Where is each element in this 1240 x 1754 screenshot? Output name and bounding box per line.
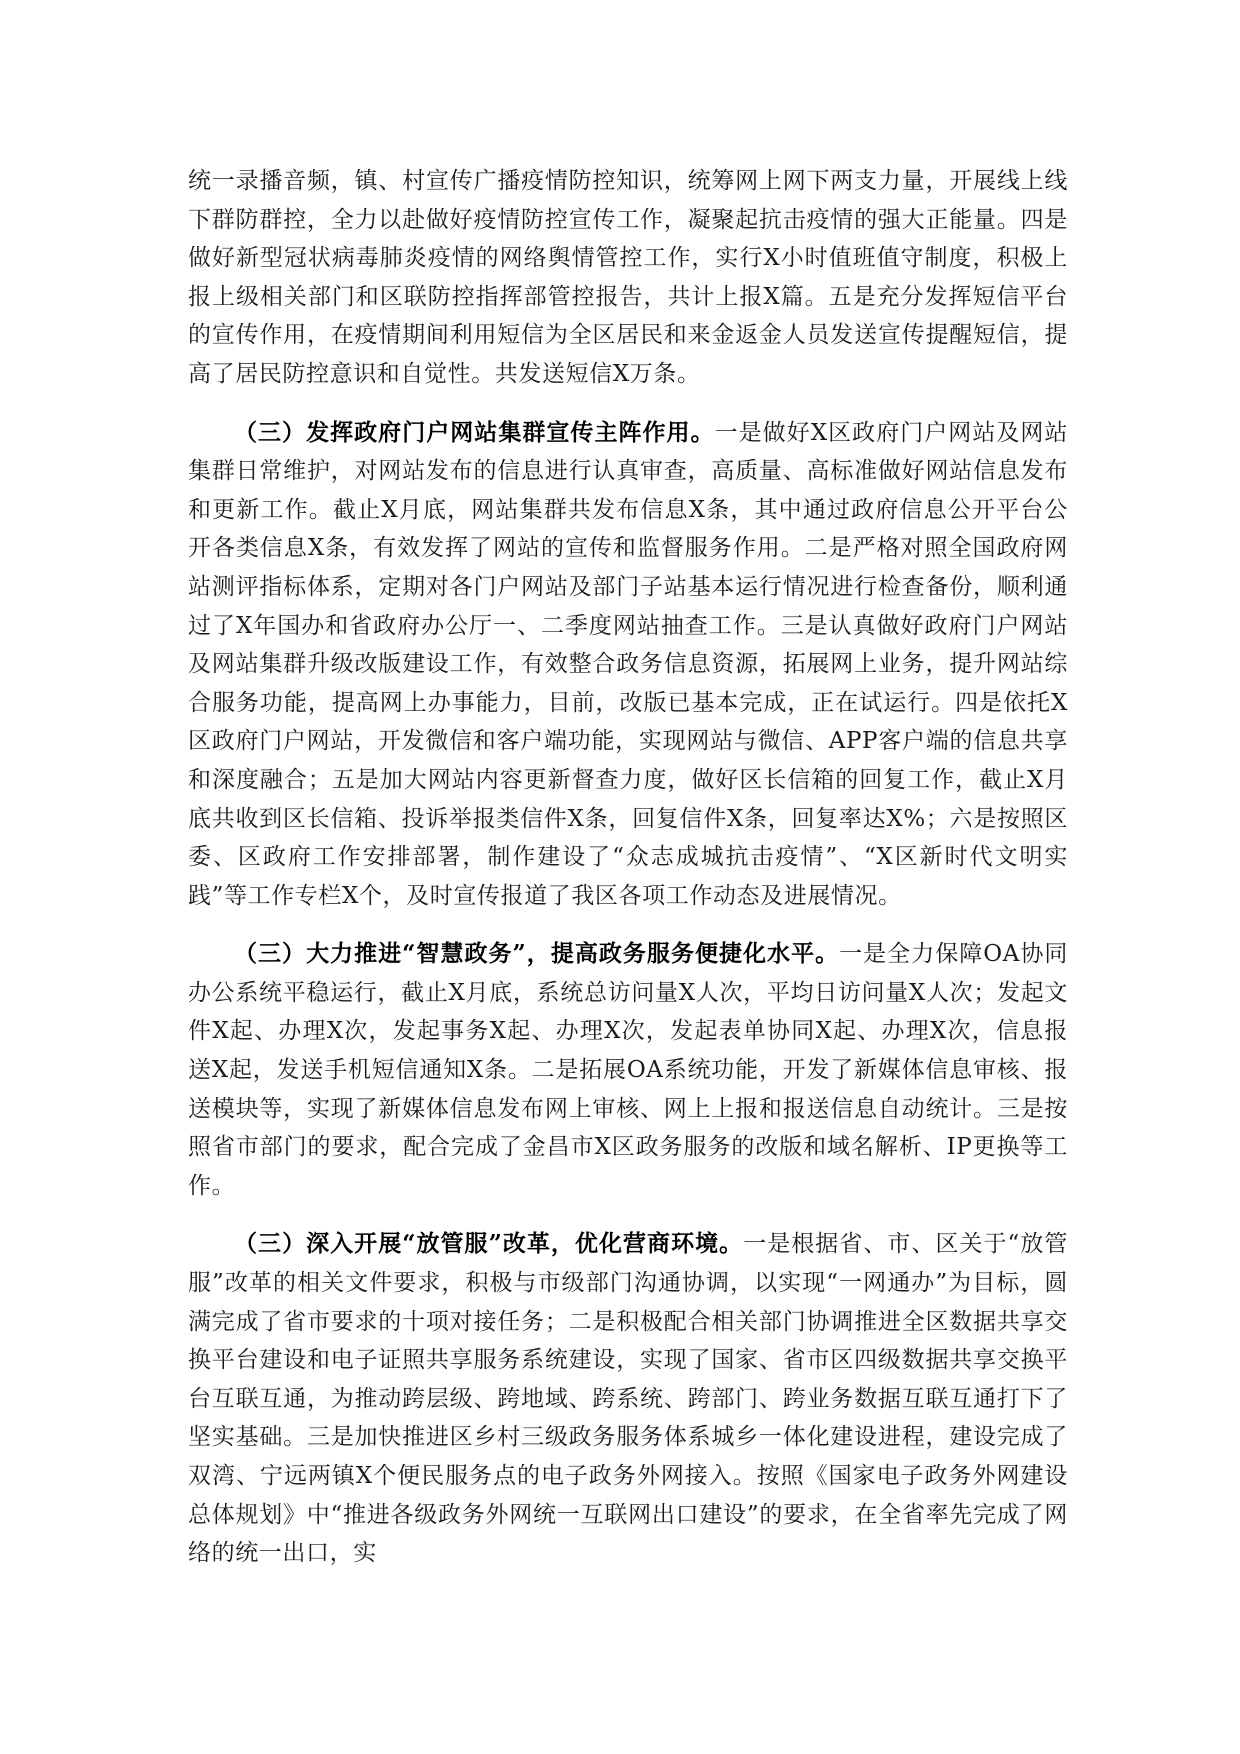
paragraph-reform bbox=[188, 1225, 1068, 1572]
paragraph-heading: （三）大力推进“智慧政务”，提高政务服务便捷化水平。 bbox=[234, 940, 840, 968]
paragraph-smart-government bbox=[188, 935, 1068, 1205]
paragraph-heading: （三）深入开展“放管服”改革，优化营商环境。 bbox=[234, 1230, 744, 1258]
paragraph-body: 统一录播音频，镇、村宣传广播疫情防控知识，统筹网上网下两支力量，开展线上线下群防群控，全力以赴做好疫情防控宣传工作，凝聚起抗击疫情的强大正能量。四是做好新型冠状病毒肺炎疫情的网络舆情管控工作，实行X小时值班值守制度，积极上报上级相关部门和区联防控指挥部管控报告，共计上报X篇。五是充分发挥短信平台的宣传作用，在疫情期间利用短信为全区居民和来金返金人员发送宣传提醒短信，提高了居民防控意识和自觉性。共发送短信X万条。 bbox=[188, 168, 1068, 387]
paragraph-heading: （三）发挥政府门户网站集群宣传主阵作用。 bbox=[234, 418, 715, 446]
paragraph-body: 一是全力保障OA协同办公系统平稳运行，截止X月底，系统总访问量X人次，平均日访问量X人次；发起文件X起、办理X次，发起事务X起、办理X次，发起表单协同X起、办理X次，信息报送X起，发送手机短信通知X条。二是拓展OA系统功能，开发了新媒体信息审核、报送模块等，实现了新媒体信息发布网上审核、网上上报和报送信息自动统计。三是按照省市部门的要求，配合完成了金昌市X区政务服务的改版和域名解析、IP更换等工作。 bbox=[188, 941, 1068, 1199]
document-page bbox=[188, 162, 1068, 1573]
paragraph-portal-websites bbox=[188, 414, 1068, 916]
paragraph-body: 一是做好X区政府门户网站及网站集群日常维护，对网站发布的信息进行认真审查，高质量、高标准做好网站信息发布和更新工作。截止X月底，网站集群共发布信息X条，其中通过政府信息公开平台公开各类信息X条，有效发挥了网站的宣传和监督服务作用。二是严格对照全国政府网站测评指标体系，定期对各门户网站及部门子站基本运行情况进行检查备份，顺利通过了X年国办和省政府办公厅一、二季度网站抽查工作。三是认真做好政府门户网站及网站集群升级改版建设工作，有效整合政务信息资源，拓展网上业务，提升网站综合服务功能，提高网上办事能力，目前，改版已基本完成，正在试运行。四是依托X区政府门户网站，开发微信和客户端功能，实现网站与微信、APP客户端的信息共享和深度融合；五是加大网站内容更新督查力度，做好区长信箱的回复工作，截止X月底共收到区长信箱、投诉举报类信件X条，回复信件X条，回复率达X%；六是按照区委、区政府工作安排部署，制作建设了“众志成城抗击疫情”、“X区新时代文明实践”等工作专栏X个，及时宣传报道了我区各项工作动态及进展情况。 bbox=[188, 419, 1069, 909]
paragraph-body: 一是根据省、市、区关于“放管服”改革的相关文件要求，积极与市级部门沟通协调，以实现“一网通办”为目标，圆满完成了省市要求的十项对接任务；二是积极配合相关部门协调推进全区数据共享交换平台建设和电子证照共享服务系统建设，实现了国家、省市区四级数据共享交换平台互联互通，为推动跨层级、跨地域、跨系统、跨部门、跨业务数据互联互通打下了坚实基础。三是加快推进区乡村三级政务服务体系城乡一体化建设进程，建设完成了双湾、宁远两镇X个便民服务点的电子政务外网接入。按照《国家电子政务外网建设总体规划》中“推进各级政务外网统一互联网出口建设”的要求，在全省率先完成了网络的统一出口，实 bbox=[188, 1231, 1068, 1567]
paragraph-continuation bbox=[188, 162, 1068, 394]
